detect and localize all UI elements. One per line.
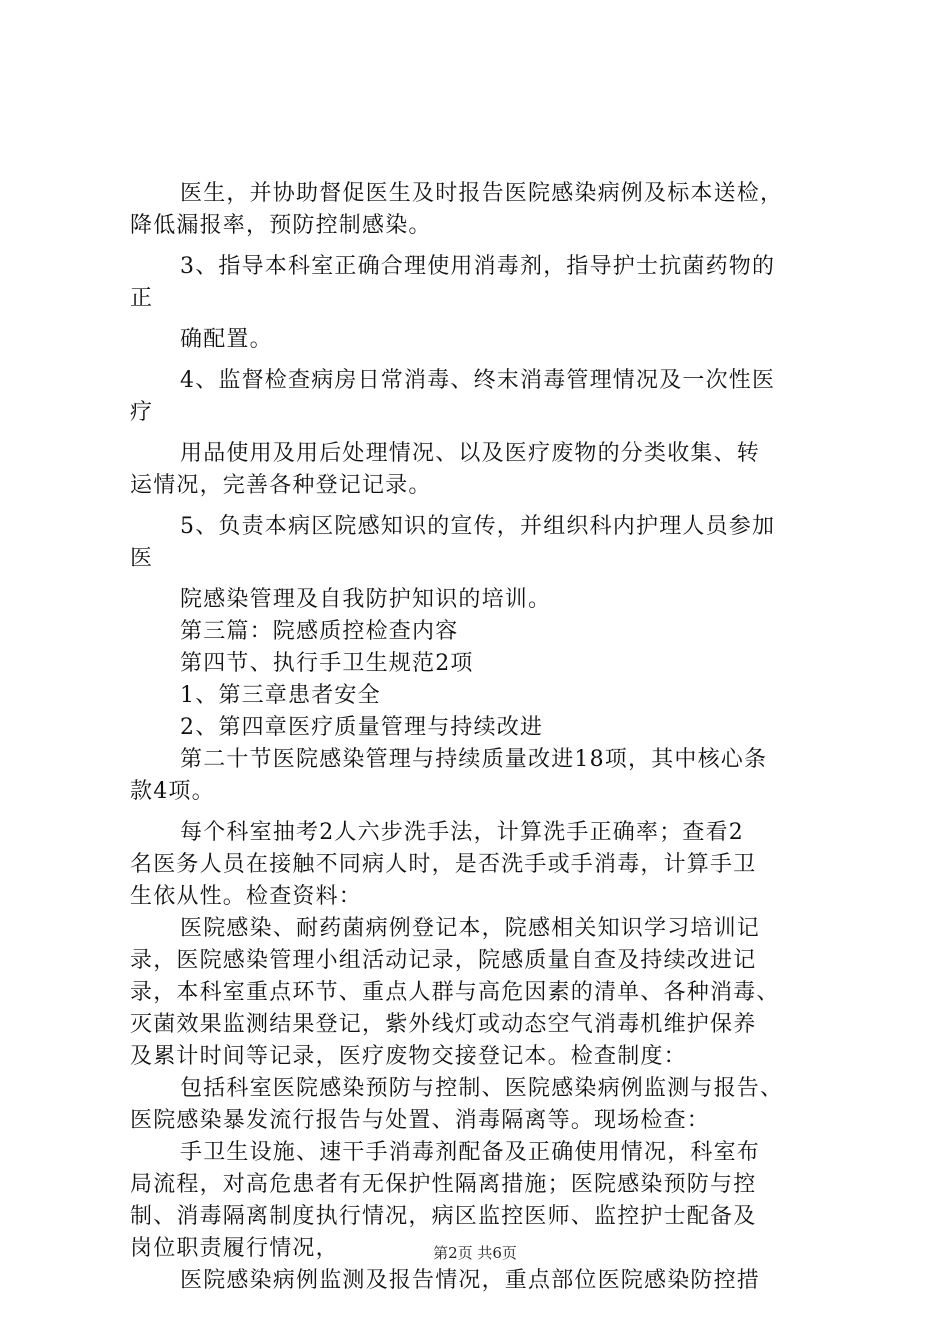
document-body	[130, 178, 830, 1297]
text-line: 医院感染暴发流行报告与处置、消毒隔离等。现场检查：	[130, 1108, 711, 1133]
text-line: 款4项。	[130, 779, 215, 804]
text-line: 3、指导本科室正确合理使用消毒剂，指导护士抗菌药物的	[180, 254, 776, 279]
text-line: 疗	[130, 400, 154, 425]
section-heading: 第四节、执行手卫生规范2项	[180, 651, 474, 676]
text-line: 院感染管理及自我防护知识的培训。	[180, 587, 552, 612]
text-line: 每个科室抽考2人六步洗手法，计算洗手正确率；查看2	[180, 820, 744, 845]
text-line: 医院感染、耐药菌病例登记本，院感相关知识学习培训记	[180, 916, 761, 941]
text-line: 运情况，完善各种登记记录。	[130, 473, 432, 498]
text-line: 医	[130, 546, 154, 571]
text-line: 名医务人员在接触不同病人时，是否洗手或手消毒，计算手卫	[130, 852, 757, 877]
text-line: 局流程，对高危患者有无保护性隔离措施；医院感染预防与控	[130, 1172, 757, 1197]
text-line: 确配置。	[180, 327, 273, 352]
text-line: 手卫生设施、速干手消毒剂配备及正确使用情况，科室布	[180, 1140, 761, 1165]
text-line: 灭菌效果监测结果登记，紫外线灯或动态空气消毒机维护保养	[130, 1012, 757, 1037]
text-line: 医院感染病例监测及报告情况，重点部位医院感染防控措	[180, 1268, 761, 1293]
page-number: 第2页 共6页	[433, 1244, 517, 1262]
text-line: 用品使用及用后处理情况、以及医疗废物的分类收集、转	[180, 441, 761, 466]
text-line: 降低漏报率，预防控制感染。	[130, 213, 432, 238]
text-line: 生依从性。检查资料：	[130, 884, 363, 909]
text-line: 岗位职责履行情况，	[130, 1236, 339, 1261]
text-line: 正	[130, 286, 154, 311]
text-line: 录，本科室重点环节、重点人群与高危因素的清单、各种消毒、	[130, 980, 780, 1005]
text-line: 2、第四章医疗质量管理与持续改进	[180, 715, 544, 740]
text-line: 1、第三章患者安全	[180, 683, 381, 708]
section-heading: 第三篇：院感质控检查内容	[180, 619, 459, 644]
text-line: 制、消毒隔离制度执行情况，病区监控医师、监控护士配备及	[130, 1204, 757, 1229]
text-line: 及累计时间等记录，医疗废物交接登记本。检查制度：	[130, 1044, 687, 1069]
text-line: 5、负责本病区院感知识的宣传，并组织科内护理人员参加	[180, 514, 776, 539]
text-line: 4、监督检查病房日常消毒、终末消毒管理情况及一次性医	[180, 368, 776, 393]
text-line: 包括科室医院感染预防与控制、医院感染病例监测与报告、	[180, 1076, 784, 1101]
text-line: 录，医院感染管理小组活动记录，院感质量自查及持续改进记	[130, 948, 757, 973]
text-line: 第二十节医院感染管理与持续质量改进18项，其中核心条	[180, 747, 768, 772]
text-line: 医生，并协助督促医生及时报告医院感染病例及标本送检，	[180, 181, 784, 206]
